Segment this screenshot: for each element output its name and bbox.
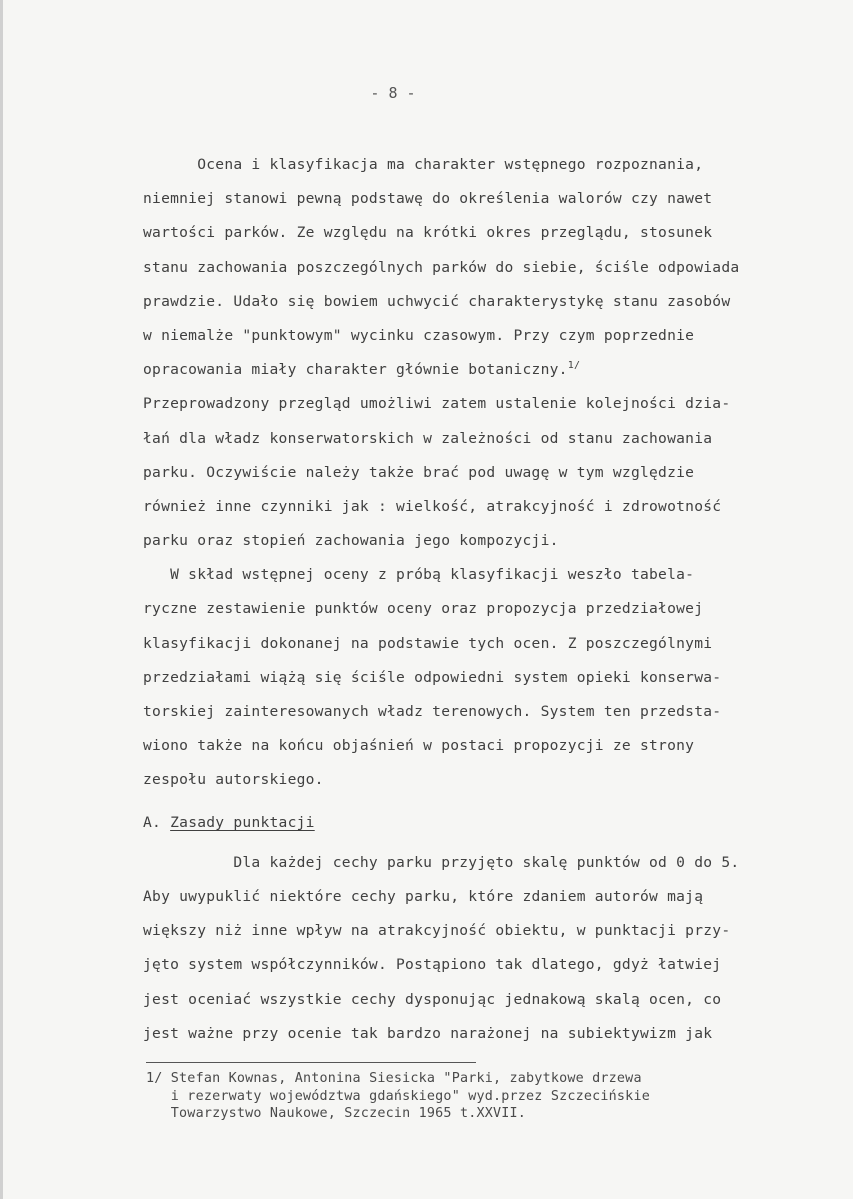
footnote-reference: 1/: [567, 360, 581, 372]
text-line: wartości parków. Ze względu na krótki okres przeglądu, stosunek: [143, 224, 713, 242]
text-line-content: opracowania miały charakter głównie botaniczny.: [143, 361, 568, 379]
text-line: stanu zachowania poszczególnych parków do siebie, ściśle odpowiada: [143, 258, 740, 276]
text-line: przedziałami wiążą się ściśle odpowiedni system opieki konserwa-: [143, 668, 722, 686]
text-line: niemniej stanowi pewną podstawę do określenia walorów czy nawet: [143, 190, 713, 208]
text-line: również inne czynniki jak : wielkość, atrakcyjność i zdrowotność: [143, 497, 722, 515]
text-line: jęto system współczynników. Postąpiono tak dlatego, gdyż łatwiej: [143, 956, 722, 974]
text-line: jest oceniać wszystkie cechy dysponując jednakową skalą ocen, co: [143, 990, 722, 1008]
footnote: [146, 1070, 826, 1123]
footnote-line: Towarzystwo Naukowe, Szczecin 1965 t.XXVII.: [146, 1106, 527, 1121]
text-line: zespołu autorskiego.: [143, 771, 324, 789]
text-line: W skład wstępnej oceny z próbą klasyfikacji weszło tabela-: [143, 566, 695, 584]
text-line: Ocena i klasyfikacja ma charakter wstępnego rozpoznania,: [143, 156, 704, 173]
text-line: większy niż inne wpływ na atrakcyjność obiektu, w punktacji przy-: [143, 922, 731, 940]
text-line: Dla każdej cechy parku przyjęto skalę punktów od 0 do 5.: [143, 853, 740, 871]
text-line: klasyfikacji dokonanej na podstawie tych ocen. Z poszczególnymi: [143, 634, 713, 652]
text-line: ryczne zestawienie punktów oceny oraz propozycja przedziałowej: [143, 600, 704, 618]
text-line: prawdzie. Udało się bowiem uchwycić charakterystykę stanu zasobów: [143, 292, 731, 310]
footnote-divider: [146, 1062, 476, 1063]
section-heading-title: Zasady punktacji: [170, 813, 315, 831]
footnote-line: 1/ Stefan Kownas, Antonina Siesicka "Parki, zabytkowe drzewa: [146, 1071, 642, 1086]
text-line: torskiej zainteresowanych władz terenowych. System ten przedsta-: [143, 703, 722, 720]
text-line: parku. Oczywiście należy także brać pod uwagę w tym względzie: [143, 463, 695, 481]
text-line: parku oraz stopień zachowania jego kompozycji.: [143, 532, 559, 550]
text-line: jest ważne przy ocenie tak bardzo narażonej na subiektywizm jak: [143, 1024, 713, 1042]
text-line: w niemalże "punktowym" wycinku czasowym. Przy czym poprzednie: [143, 326, 695, 344]
text-line: wiono także na końcu objaśnień w postaci propozycji ze strony: [143, 737, 695, 755]
body-text: [143, 148, 823, 1051]
text-line: Przeprowadzony przegląd umożliwi zatem ustalenie kolejności dzia-: [143, 395, 731, 413]
text-line-with-footnote: [143, 353, 823, 387]
section-heading: [143, 806, 823, 840]
text-line: łań dla władz konserwatorskich w zależności od stanu zachowania: [143, 429, 713, 447]
text-line: Aby uwypuklić niektóre cechy parku, które zdaniem autorów mają: [143, 887, 704, 905]
page-number: - 8 -: [370, 84, 416, 102]
footnote-line: i rezerwaty województwa gdańskiego" wyd.przez Szczecińskie: [146, 1088, 650, 1104]
section-heading-prefix: A.: [143, 813, 162, 831]
